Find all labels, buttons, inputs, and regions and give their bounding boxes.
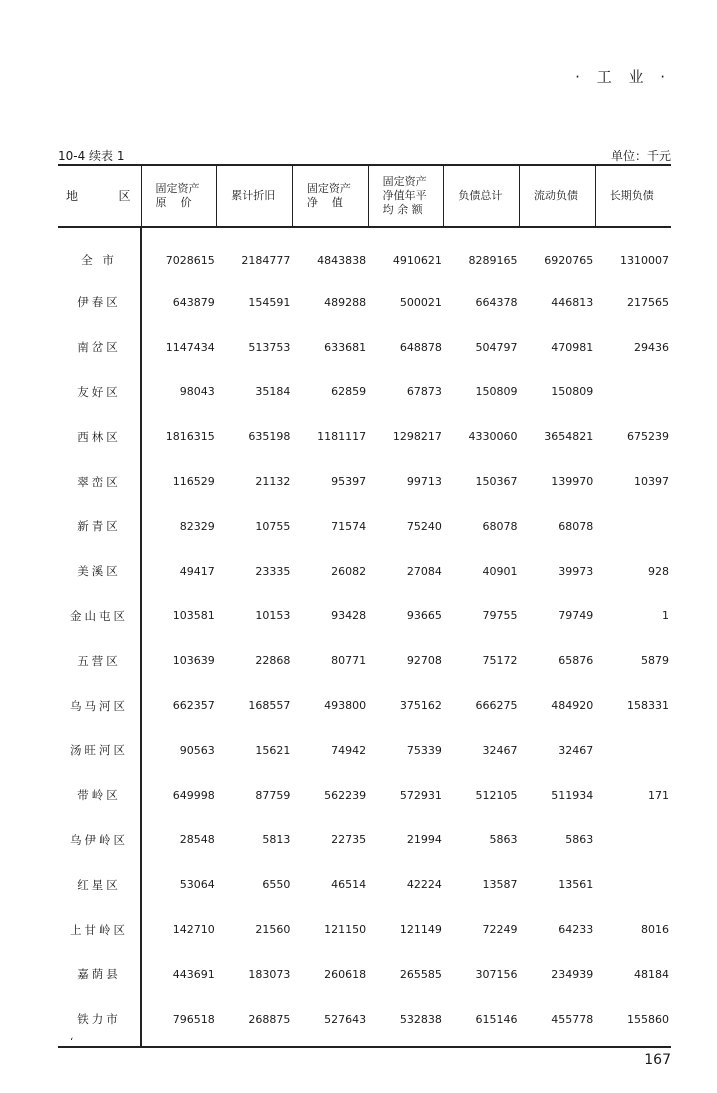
value-cell: 662357: [172, 699, 215, 713]
value-cell: 139970: [551, 475, 594, 489]
value-cell: 155860: [595, 997, 671, 1047]
value-cell: 512105: [475, 788, 518, 802]
value-cell: 21994: [406, 833, 442, 847]
value-cell: 15621: [255, 743, 291, 757]
value-cell: 234939: [551, 967, 594, 981]
table-row: [58, 997, 671, 1047]
region-cell: 乌马河区: [58, 683, 141, 728]
value-cell: 49417: [179, 564, 215, 578]
value-cell: 79755: [482, 609, 518, 623]
value-cell: 64233: [558, 923, 594, 937]
value-cell: 121150: [324, 923, 367, 937]
region-header-left: 地: [66, 189, 79, 203]
value-cell: 1147434: [165, 340, 215, 354]
column-header-total-liabilities: [444, 165, 520, 227]
table-row: [58, 459, 671, 504]
table-row: [58, 862, 671, 907]
value-cell: 65876: [558, 654, 594, 668]
column-header-net-value: [292, 165, 368, 227]
value-cell: 150809: [551, 385, 594, 399]
header-line: 长期负债: [609, 189, 654, 202]
page-number: 167: [644, 1052, 671, 1068]
table-row: [58, 370, 671, 415]
value-cell: 158331: [627, 699, 669, 713]
region-cell: 西林区: [58, 414, 141, 459]
value-cell: 493800: [324, 699, 367, 713]
region-cell: 友好区: [58, 370, 141, 415]
stray-mark: ‘: [70, 1037, 74, 1048]
value-cell: 635198: [248, 430, 291, 444]
value-cell: 5813: [262, 833, 291, 847]
value-cell: 666275: [475, 699, 518, 713]
value-cell: 928: [648, 564, 669, 578]
table-row: [58, 504, 671, 549]
header-line: 固定资产: [382, 175, 427, 188]
table-row: [58, 638, 671, 683]
value-cell: 1181117: [317, 430, 367, 444]
value-cell: 35184: [255, 385, 291, 399]
table-caption: 10-4 续表 1: [58, 149, 125, 163]
value-cell: 23335: [255, 564, 291, 578]
table-row: [58, 227, 671, 280]
value-cell: 92708: [406, 654, 442, 668]
column-header-current-liabilities: [520, 165, 596, 227]
region-cell: 嘉荫县: [58, 952, 141, 997]
value-cell: 513753: [248, 340, 291, 354]
region-cell: 全 市: [58, 227, 141, 280]
value-cell: 10153: [255, 609, 291, 623]
table-body: [58, 227, 671, 1047]
value-cell: 93665: [406, 609, 442, 623]
value-cell: 68078: [558, 519, 594, 533]
value-cell: [595, 504, 671, 549]
value-cell: 4910621: [392, 253, 442, 267]
column-header-depreciation: [217, 165, 293, 227]
value-cell: 4330060: [468, 430, 518, 444]
value-cell: 21560: [255, 923, 291, 937]
value-cell: 48184: [634, 967, 669, 981]
table-row: [58, 907, 671, 952]
value-cell: 1: [662, 609, 669, 623]
value-cell: 532838: [368, 997, 444, 1047]
value-cell: 470981: [551, 340, 594, 354]
unit-label: 单位：千元: [610, 149, 671, 163]
value-cell: 455778: [520, 997, 596, 1047]
value-cell: 562239: [324, 788, 367, 802]
table-row: [58, 414, 671, 459]
value-cell: 511934: [551, 788, 594, 802]
region-cell: 美溪区: [58, 549, 141, 594]
region-cell: 五营区: [58, 638, 141, 683]
value-cell: 27084: [406, 564, 442, 578]
value-cell: 217565: [627, 295, 669, 309]
value-cell: 504797: [475, 340, 518, 354]
table-row: [58, 773, 671, 818]
value-cell: 10755: [255, 519, 291, 533]
table-row: [58, 952, 671, 997]
value-cell: 5863: [565, 833, 594, 847]
value-cell: 90563: [179, 743, 215, 757]
value-cell: 28548: [179, 833, 215, 847]
region-cell: 上甘岭区: [58, 907, 141, 952]
data-table: [58, 164, 671, 1048]
value-cell: 1298217: [392, 430, 442, 444]
table-row: [58, 728, 671, 773]
value-cell: 150809: [475, 385, 518, 399]
value-cell: 42224: [406, 878, 442, 892]
value-cell: 67873: [406, 385, 442, 399]
value-cell: 2184777: [241, 253, 291, 267]
header-line: 固定资产: [306, 182, 351, 195]
value-cell: 39973: [558, 564, 594, 578]
region-cell: 金山屯区: [58, 594, 141, 639]
region-cell: 带岭区: [58, 773, 141, 818]
value-cell: 8289165: [468, 253, 518, 267]
value-cell: 5863: [489, 833, 518, 847]
region-cell: 红星区: [58, 862, 141, 907]
table-header-row: [58, 165, 671, 227]
value-cell: 103581: [172, 609, 215, 623]
value-cell: 643879: [172, 295, 215, 309]
value-cell: 796518: [141, 997, 217, 1047]
value-cell: 74942: [331, 743, 367, 757]
region-cell: 伊春区: [58, 280, 141, 325]
value-cell: 4843838: [317, 253, 367, 267]
header-line: 净 值: [306, 196, 343, 209]
value-cell: 648878: [399, 340, 442, 354]
value-cell: 649998: [172, 788, 215, 802]
value-cell: 500021: [399, 295, 442, 309]
value-cell: 32467: [558, 743, 594, 757]
value-cell: 95397: [331, 475, 367, 489]
table-row: [58, 594, 671, 639]
region-cell: 翠峦区: [58, 459, 141, 504]
value-cell: 572931: [399, 788, 442, 802]
value-cell: 71574: [331, 519, 367, 533]
header-line: 均 余 额: [382, 203, 423, 216]
value-cell: 75172: [482, 654, 518, 668]
region-cell: 南岔区: [58, 325, 141, 370]
value-cell: 527643: [292, 997, 368, 1047]
header-line: 累计折旧: [231, 189, 276, 202]
section-header: · 工 业 ·: [575, 68, 671, 86]
value-cell: 150367: [475, 475, 518, 489]
column-header-region: [58, 165, 141, 227]
table-row: [58, 325, 671, 370]
value-cell: 664378: [475, 295, 518, 309]
value-cell: 32467: [482, 743, 518, 757]
value-cell: 3654821: [544, 430, 594, 444]
value-cell: 489288: [324, 295, 367, 309]
value-cell: 121149: [399, 923, 442, 937]
value-cell: 307156: [475, 967, 518, 981]
value-cell: 80771: [331, 654, 367, 668]
value-cell: 675239: [627, 430, 669, 444]
header-line: 负债总计: [458, 189, 503, 202]
header-line: 流动负债: [534, 189, 579, 202]
value-cell: 62859: [331, 385, 367, 399]
value-cell: 5879: [641, 654, 669, 668]
value-cell: 29436: [634, 340, 669, 354]
value-cell: 21132: [255, 475, 291, 489]
value-cell: 183073: [248, 967, 291, 981]
value-cell: 6920765: [544, 253, 594, 267]
value-cell: 103639: [172, 654, 215, 668]
column-header-long-term-liabilities: [595, 165, 671, 227]
value-cell: 93428: [331, 609, 367, 623]
value-cell: 171: [648, 788, 669, 802]
value-cell: 82329: [179, 519, 215, 533]
value-cell: [595, 728, 671, 773]
table-row: [58, 818, 671, 863]
table-row: [58, 549, 671, 594]
value-cell: 7028615: [165, 253, 215, 267]
header-line: 净值年平: [382, 189, 427, 202]
value-cell: 154591: [248, 295, 291, 309]
value-cell: [595, 818, 671, 863]
table-row: [58, 280, 671, 325]
value-cell: 75339: [406, 743, 442, 757]
value-cell: 8016: [641, 923, 669, 937]
value-cell: 99713: [406, 475, 442, 489]
region-cell: 新青区: [58, 504, 141, 549]
column-header-average-net-value: [368, 165, 444, 227]
region-cell: 汤旺河区: [58, 728, 141, 773]
value-cell: [595, 862, 671, 907]
value-cell: 615146: [444, 997, 520, 1047]
value-cell: 446813: [551, 295, 594, 309]
value-cell: 268875: [217, 997, 293, 1047]
value-cell: 443691: [172, 967, 215, 981]
column-header-original-value: [141, 165, 217, 227]
region-cell: 铁力市: [58, 997, 141, 1047]
value-cell: 79749: [558, 609, 594, 623]
value-cell: 22735: [331, 833, 367, 847]
value-cell: 72249: [482, 923, 518, 937]
value-cell: 46514: [331, 878, 367, 892]
value-cell: 26082: [331, 564, 367, 578]
value-cell: 6550: [262, 878, 291, 892]
value-cell: 98043: [179, 385, 215, 399]
value-cell: 87759: [255, 788, 291, 802]
value-cell: 142710: [172, 923, 215, 937]
value-cell: 1816315: [165, 430, 215, 444]
value-cell: 53064: [179, 878, 215, 892]
value-cell: 10397: [634, 475, 669, 489]
value-cell: 260618: [324, 967, 367, 981]
table-row: [58, 683, 671, 728]
value-cell: 265585: [399, 967, 442, 981]
value-cell: 40901: [482, 564, 518, 578]
value-cell: 116529: [172, 475, 215, 489]
value-cell: [595, 370, 671, 415]
header-line: 原 价: [155, 196, 192, 209]
value-cell: 375162: [399, 699, 442, 713]
region-cell: 乌伊岭区: [58, 818, 141, 863]
value-cell: 22868: [255, 654, 291, 668]
value-cell: 13587: [482, 878, 518, 892]
value-cell: 1310007: [620, 253, 669, 267]
value-cell: 75240: [406, 519, 442, 533]
value-cell: 168557: [248, 699, 291, 713]
value-cell: 484920: [551, 699, 594, 713]
region-header-right: 区: [118, 189, 131, 203]
value-cell: 68078: [482, 519, 518, 533]
header-line: 固定资产: [155, 182, 200, 195]
value-cell: 633681: [324, 340, 367, 354]
value-cell: 13561: [558, 878, 594, 892]
